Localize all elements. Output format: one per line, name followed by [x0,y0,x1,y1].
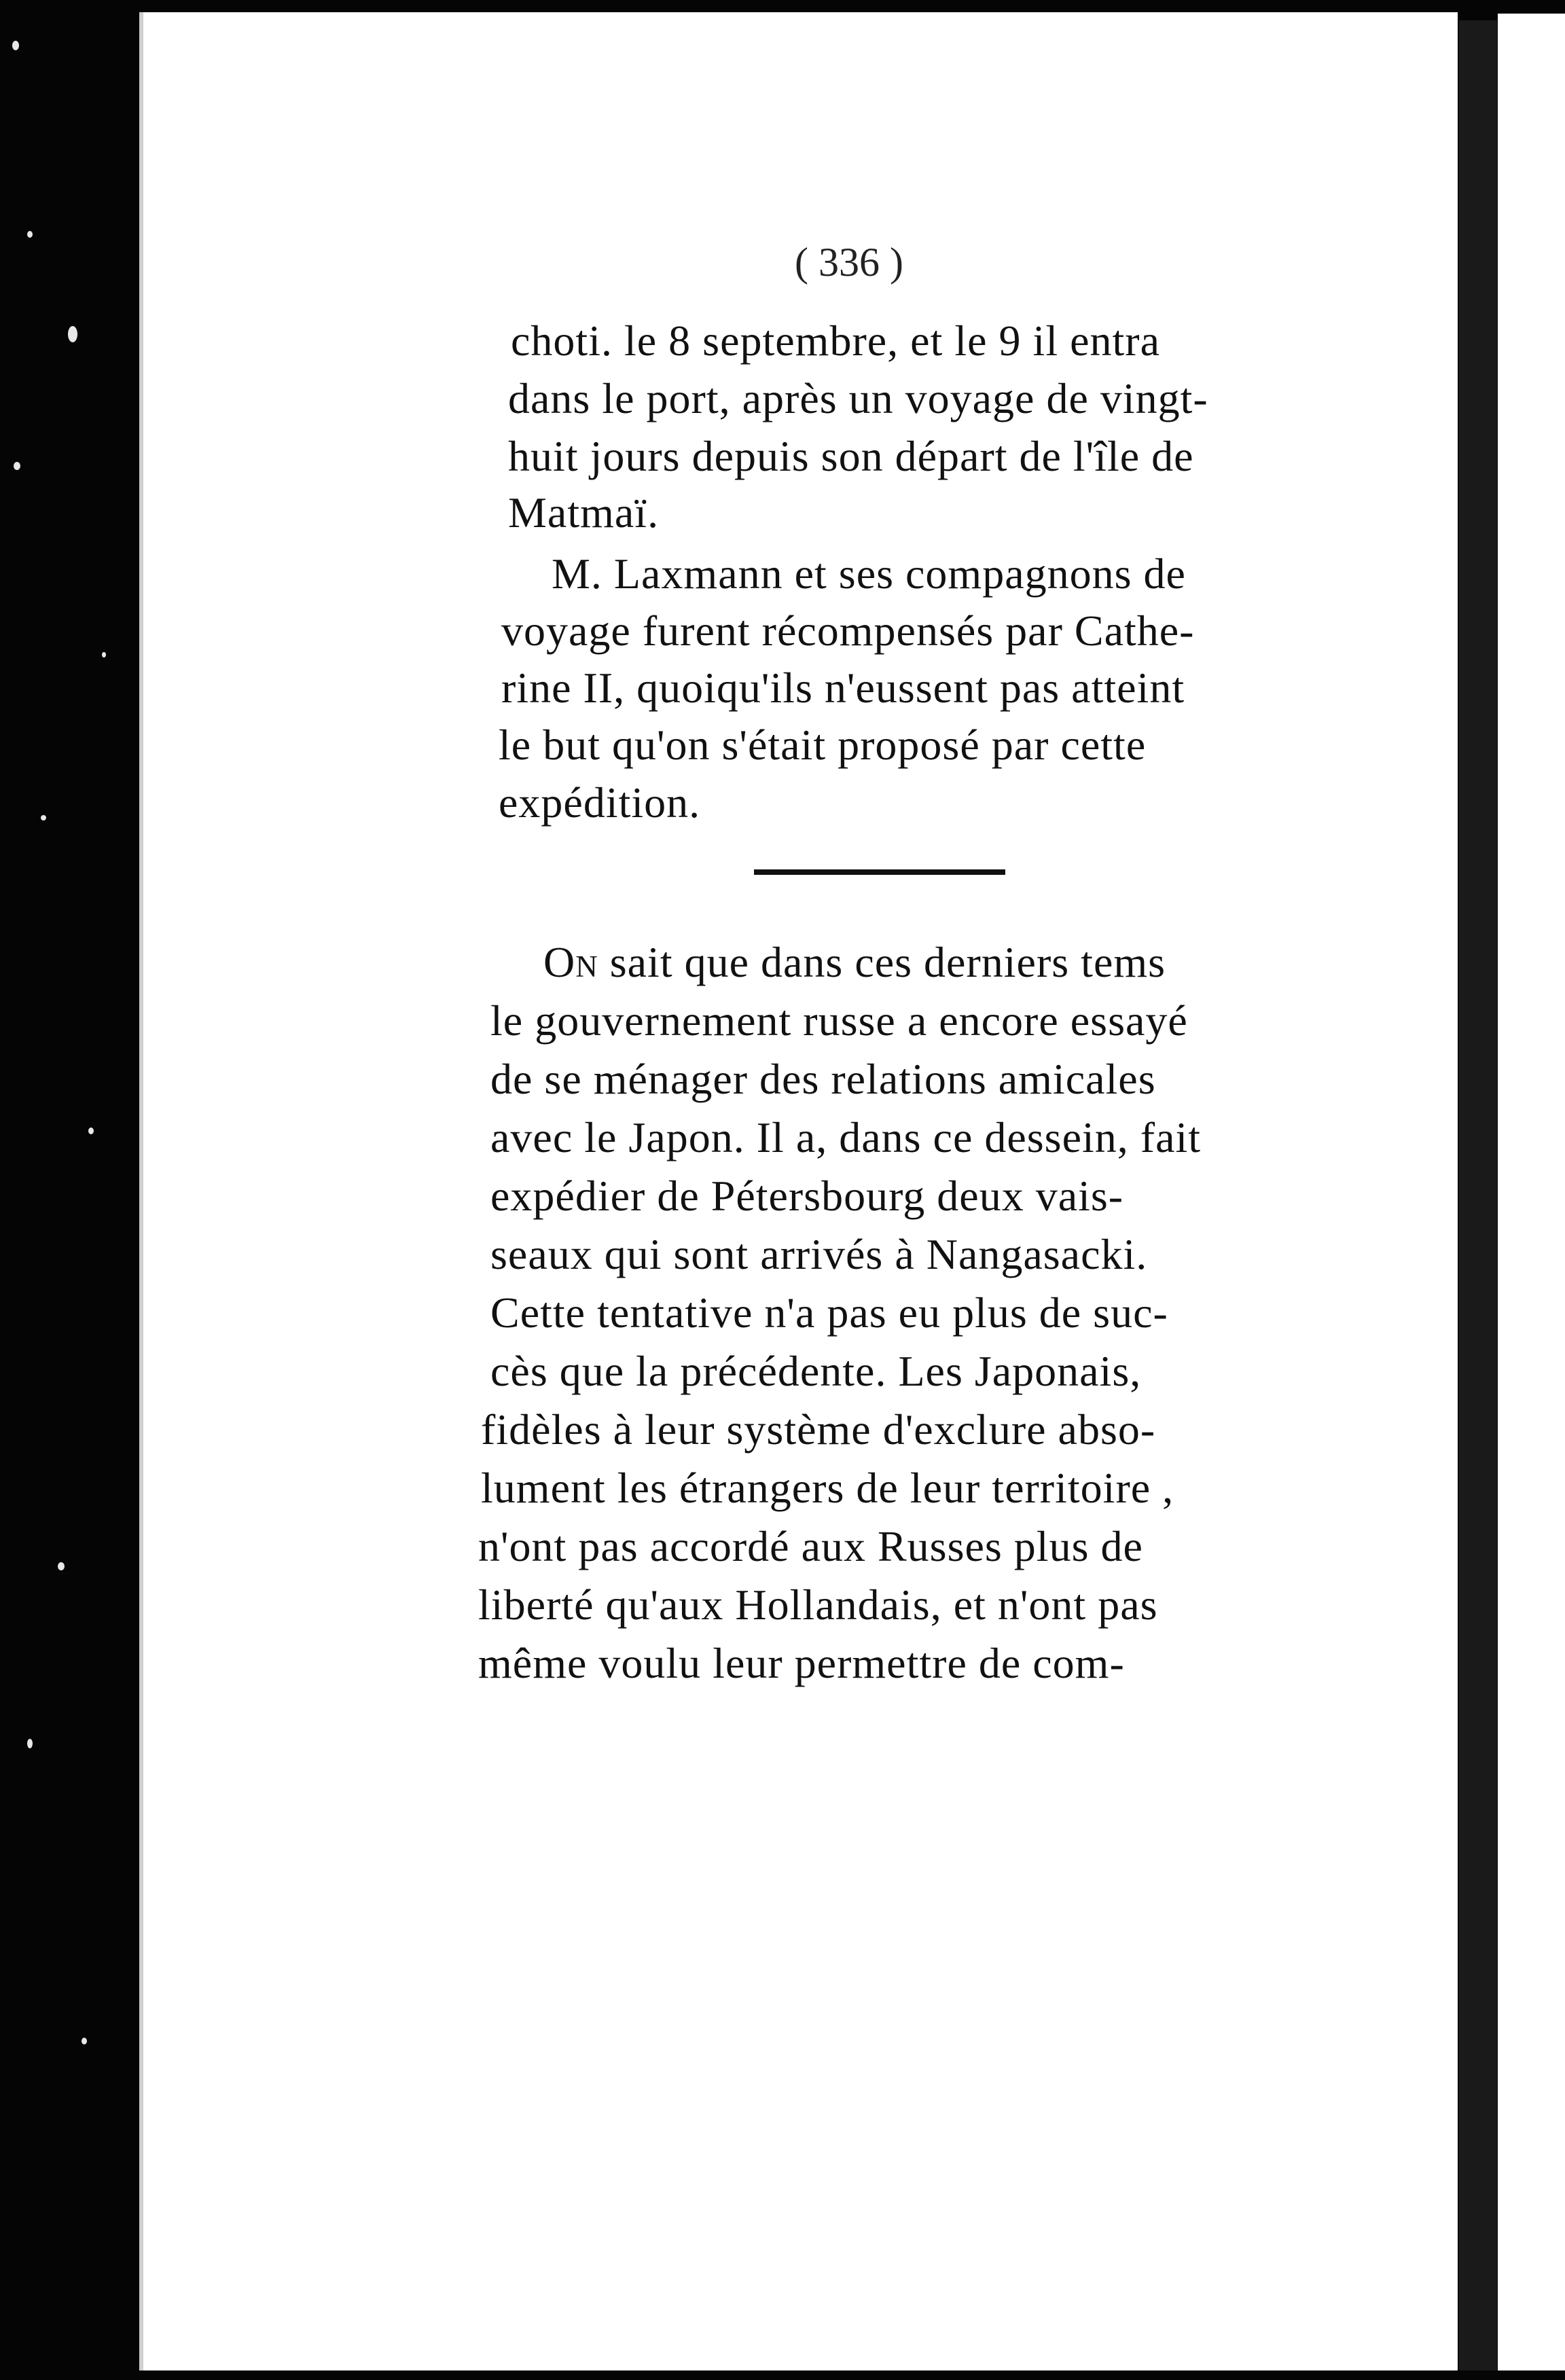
first-line-rest: sait que dans ces derniers tems [598,938,1166,986]
page-number: ( 336 ) [795,240,903,285]
text-line: expédier de Pétersbourg deux vais- [490,1172,1124,1220]
section-divider [754,869,1005,875]
text-line: avec le Japon. Il a, dans ce dessein, fait [490,1113,1202,1161]
text-line: Matmaï. [508,488,660,537]
text-line: expédition. [499,778,701,827]
film-speck [27,1739,33,1748]
text-line: seaux qui sont arrivés à Nangasacki. [490,1230,1148,1278]
adjacent-page-edge [1498,14,1565,2370]
film-speck [12,41,19,50]
text-line: de se ménager des relations amicales [490,1055,1156,1103]
text-line: rine II, quoiqu'ils n'eussent pas atteint [501,664,1185,712]
text-line: liberté qu'aux Hollandais, et n'ont pas [478,1581,1158,1629]
text-line: Cette tentative n'a pas eu plus de suc- [490,1288,1168,1337]
text-line: M. Laxmann et ses compagnons de [552,549,1186,598]
gutter-shadow [1459,20,1497,2370]
text-line: lument les étrangers de leur territoire , [481,1464,1174,1512]
text-line: choti. le 8 septembre, et le 9 il entra [511,317,1160,365]
text-line: même voulu leur permettre de com- [478,1639,1125,1687]
text-line: cès que la précédente. Les Japonais, [490,1347,1142,1395]
text-line: n'ont pas accordé aux Russes plus de [478,1522,1143,1570]
text-line: huit jours depuis son départ de l'île de [508,432,1194,480]
text-line: le but qu'on s'était proposé par cette [499,721,1147,769]
text-line: dans le port, après un voyage de vingt- [508,374,1208,422]
film-speck [102,652,106,657]
text-line: voyage furent récompensés par Cathe- [501,607,1195,655]
text-line-first [543,937,1166,988]
text-line: le gouvernement russe a encore essayé [490,996,1188,1045]
film-speck [58,1562,65,1570]
film-speck [88,1128,94,1134]
film-speck [82,2038,87,2044]
film-speck [68,326,77,342]
film-speck [41,815,46,821]
dropcap-word: On [543,938,598,986]
film-speck [27,231,33,238]
text-line: fidèles à leur système d'exclure abso- [481,1405,1156,1454]
film-speck [14,462,20,470]
